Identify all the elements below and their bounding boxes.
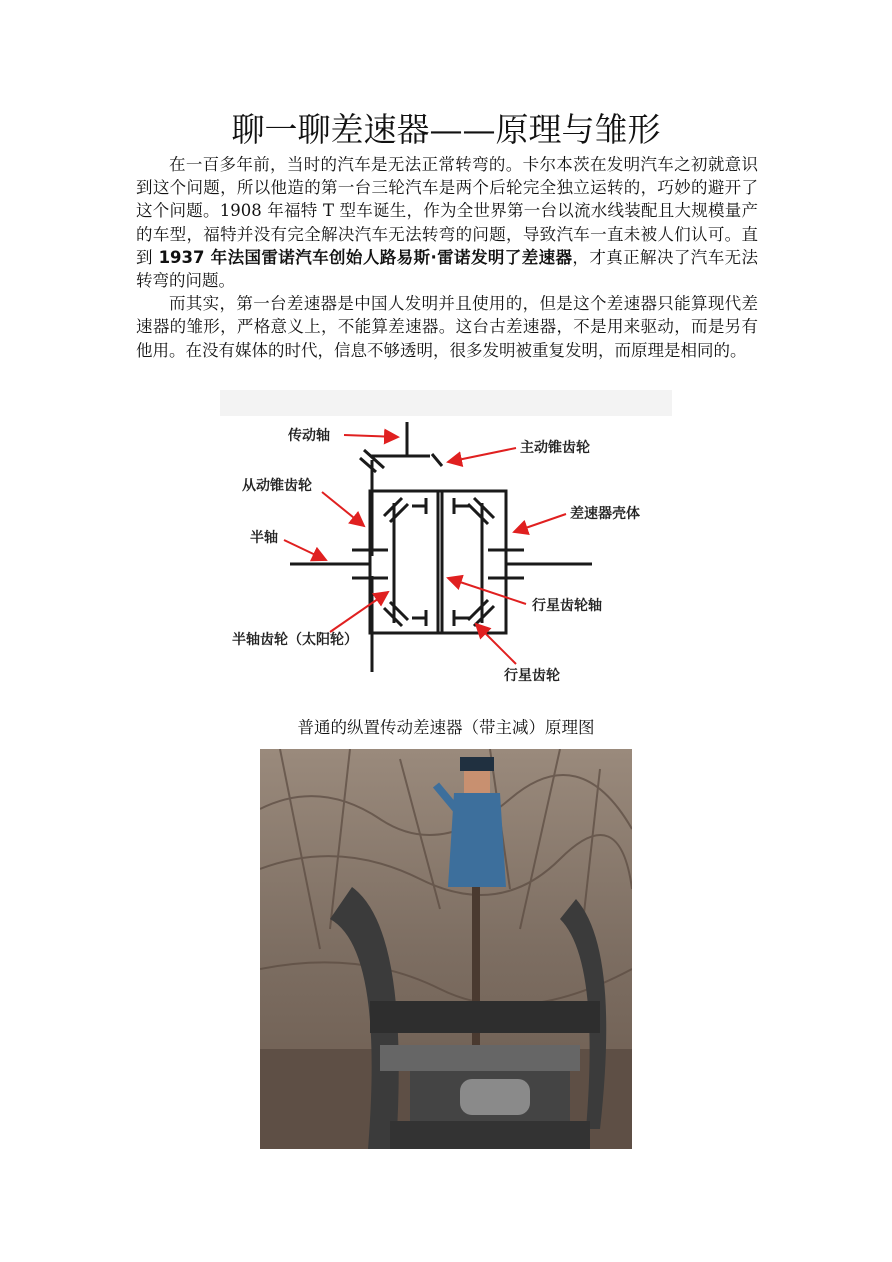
figure-caption: 普通的纵置传动差速器（带主减）原理图 — [297, 718, 595, 737]
article-body — [136, 153, 758, 362]
label-side-gear: 半轴齿轮（太阳轮） — [232, 632, 358, 648]
paragraph-1-text: 在一百多年前，当时的汽车是无法正常转弯的。卡尔本茨在发明汽车之初就意识到这个问题，所以他造的第一台三轮汽车是两个后轮完全独立运转的，巧妙的避开了这个问题。1908 年福特 T 型车诞生，作为全世界第一台以流水线装配且大规模量产的车型，福特并没有完全解决汽车无法转弯的问题，导致汽车一直未被人们认可。直到 — [136, 155, 758, 267]
page-title: 聊一聊差速器——原理与雏形 — [231, 110, 661, 149]
paragraph-1-bold: 1937 年法国雷诺汽车创始人路易斯·雷诺发明了差速器 — [158, 247, 573, 267]
paragraph-1-text-end: ，才真正解决了汽车无法转弯的问题。 — [136, 247, 759, 291]
label-drive-shaft: 传动轴 — [288, 428, 330, 444]
label-half-shaft: 半轴 — [250, 530, 278, 546]
label-driven-bevel-gear: 从动锥齿轮 — [242, 478, 312, 494]
label-drive-bevel-gear: 主动锥齿轮 — [520, 440, 590, 456]
label-planet-gear: 行星齿轮 — [504, 668, 560, 684]
label-planet-gear-shaft: 行星齿轮轴 — [532, 598, 602, 614]
paragraph-2: 而其实，第一台差速器是中国人发明并且使用的，但是这个差速器只能算现代差速器的雏形，严格意义上，不能算差速器。这台古差速器，不是用来驱动，而是另有他用。在没有媒体的时代，信息不够透明，很多发明被重复发明，而原理是相同的。 — [136, 294, 758, 360]
south-pointing-chariot-photo — [260, 749, 632, 1149]
paragraph-1 — [136, 153, 758, 292]
label-housing: 差速器壳体 — [570, 506, 640, 522]
differential-diagram — [220, 388, 672, 688]
